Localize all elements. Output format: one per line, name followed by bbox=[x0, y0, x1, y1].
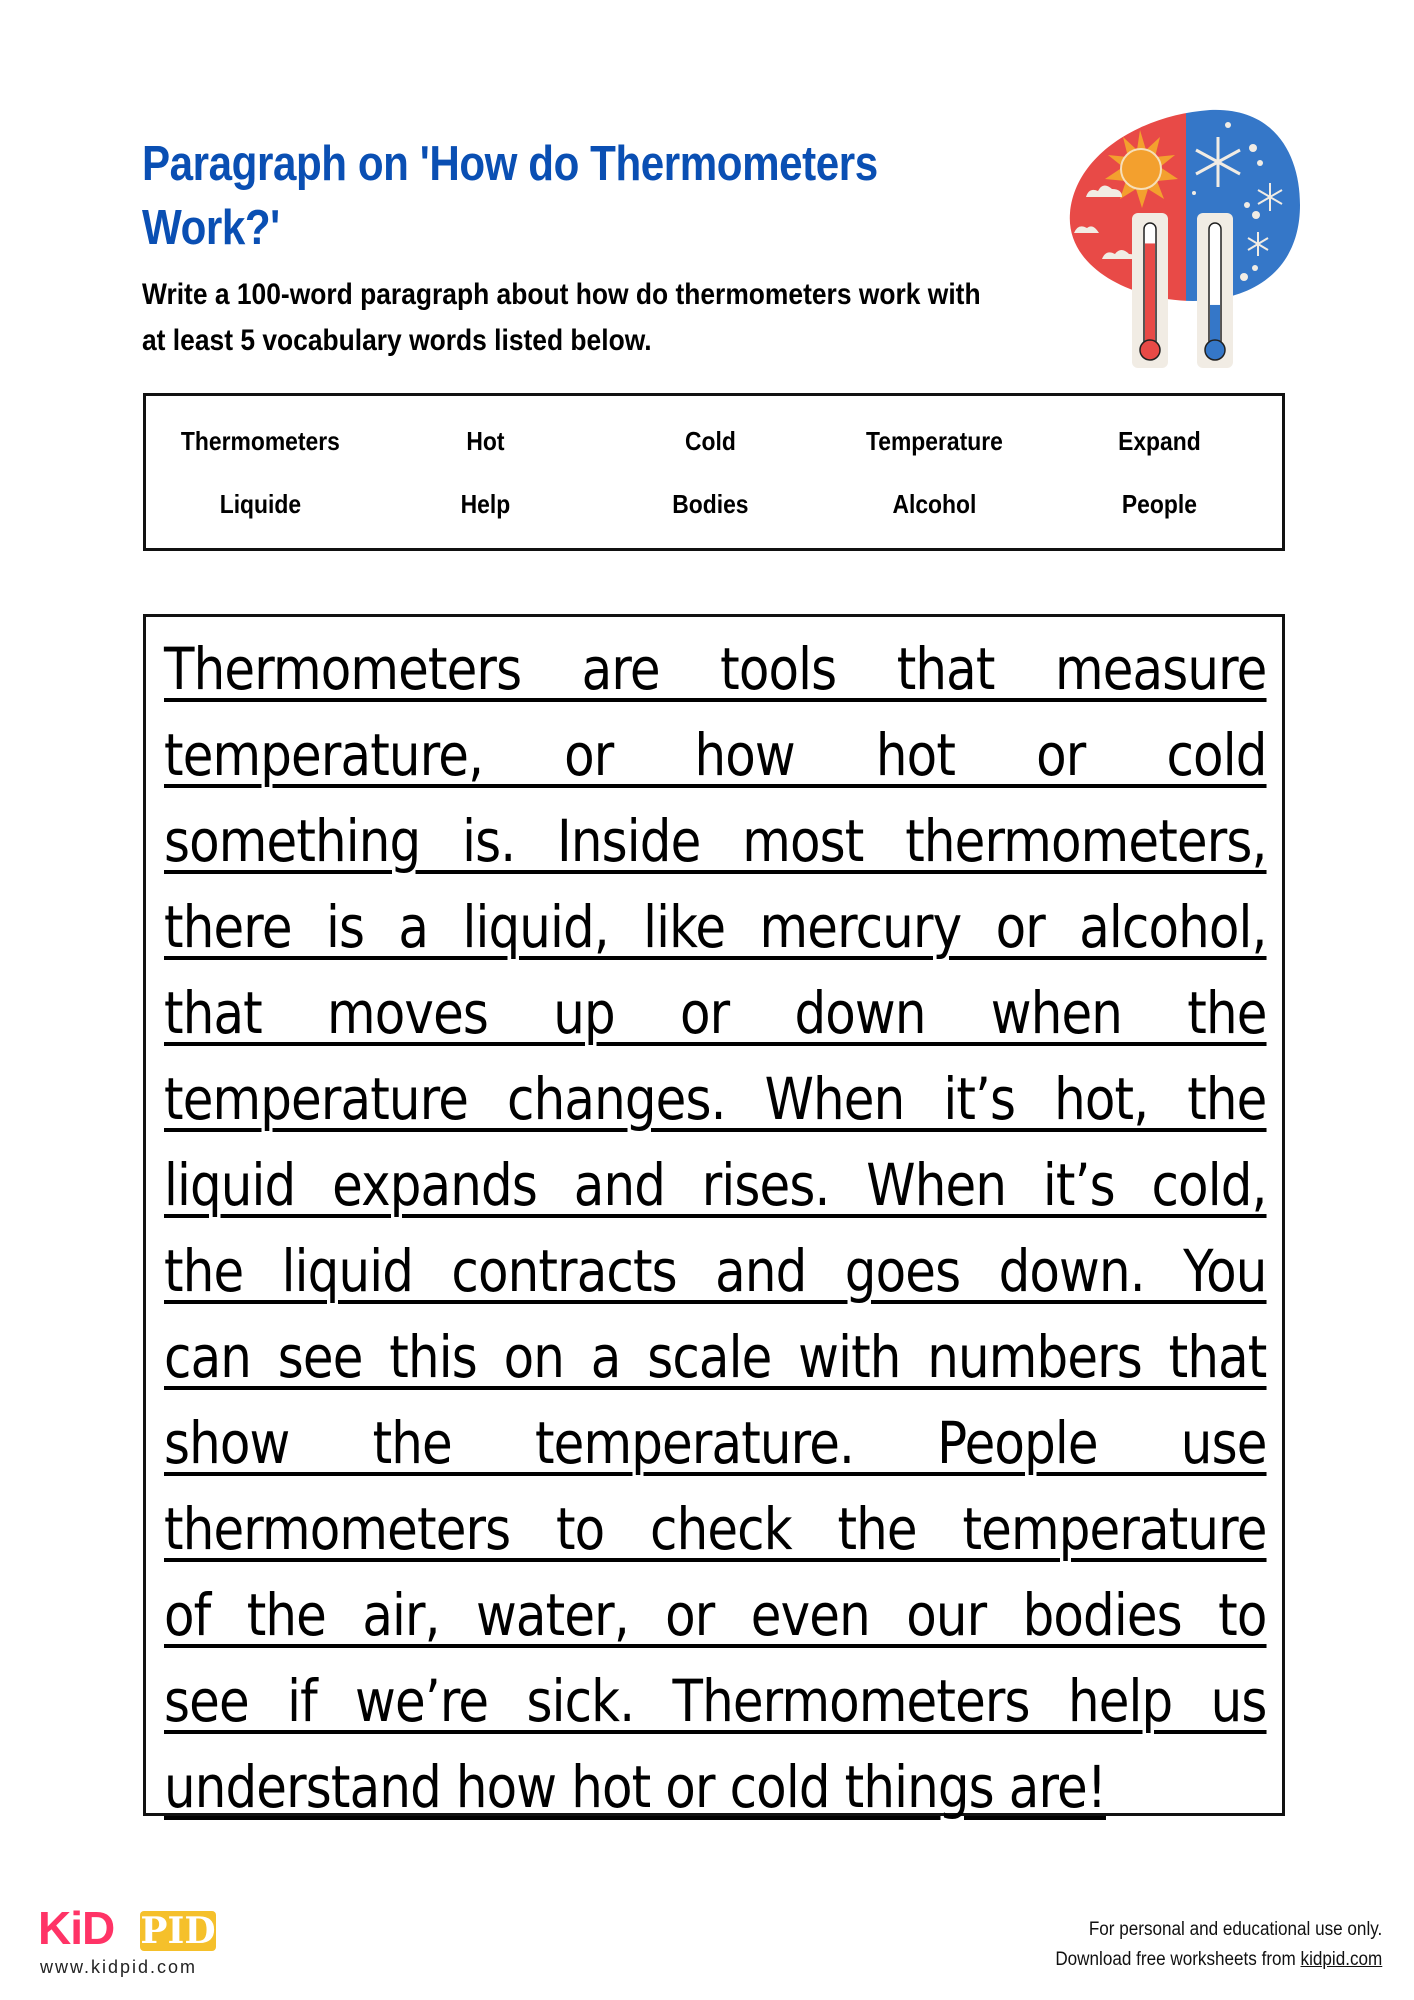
paragraph-line: temperature, or how hot or cold bbox=[164, 721, 1267, 789]
paragraph-line: understand how hot or cold things are! bbox=[164, 1753, 1106, 1821]
vocab-word: Cold bbox=[684, 426, 736, 456]
kidpid-logo[interactable] bbox=[38, 1902, 238, 1977]
paragraph-box bbox=[143, 614, 1285, 1821]
paragraph-line: Thermometers are tools that measure bbox=[164, 635, 1267, 703]
vocabulary-grid bbox=[146, 396, 1282, 536]
worksheet-instructions: Write a 100-word paragraph about how do thermometers work with at least 5 vocabulary words listed below. bbox=[142, 278, 981, 357]
hot-cold-thermometers-icon bbox=[1060, 95, 1320, 370]
vocab-word: Alcohol bbox=[892, 489, 977, 519]
footer-kidpid-link[interactable]: kidpid.com bbox=[1300, 1949, 1382, 1970]
paragraph-line: show the temperature. People use bbox=[164, 1409, 1267, 1477]
paragraph-line: thermometers to check the temperature bbox=[164, 1495, 1267, 1563]
paragraph-line: see if we’re sick. Thermometers help us bbox=[164, 1667, 1267, 1735]
footer-download-note bbox=[1055, 1945, 1382, 1975]
logo-pid-badge: PID bbox=[140, 1910, 216, 1952]
paragraph-line: the liquid contracts and goes down. You bbox=[164, 1237, 1267, 1305]
vocab-word: Temperature bbox=[866, 426, 1004, 456]
paragraph-text bbox=[164, 629, 1267, 1833]
footer-download-prefix: Download free worksheets from bbox=[1055, 1949, 1301, 1970]
hot-thermometer bbox=[1132, 213, 1168, 368]
vocab-word: Expand bbox=[1118, 426, 1201, 456]
vocab-word: Help bbox=[460, 489, 510, 519]
paragraph-line: can see this on a scale with numbers that bbox=[164, 1323, 1267, 1391]
vocab-word: Hot bbox=[466, 426, 505, 456]
vocab-word: Thermometers bbox=[180, 426, 340, 456]
vocab-word: People bbox=[1122, 489, 1198, 519]
paragraph-line: temperature changes. When it’s hot, the bbox=[164, 1065, 1267, 1133]
paragraph-line: liquid expands and rises. When it’s cold, bbox=[164, 1151, 1267, 1219]
logo-url[interactable]: www.kidpid.com bbox=[40, 1957, 198, 1977]
paragraph-line: that moves up or down when the bbox=[164, 979, 1267, 1047]
paragraph-line: of the air, water, or even our bodies to bbox=[164, 1581, 1267, 1649]
paragraph-line: there is a liquid, like mercury or alcohol, bbox=[164, 893, 1267, 961]
logo-kid-text: KiD bbox=[38, 1902, 115, 1954]
vocabulary-box bbox=[143, 393, 1285, 551]
footer-note bbox=[1055, 1915, 1382, 1975]
vocab-word: Liquide bbox=[219, 489, 302, 519]
paragraph-line: something is. Inside most thermometers, bbox=[164, 807, 1267, 875]
footer-usage-note: For personal and educational use only. bbox=[1088, 1919, 1382, 1940]
vocab-word: Bodies bbox=[671, 489, 749, 519]
worksheet-title: Paragraph on 'How do Thermometers Work?' bbox=[142, 137, 878, 255]
cold-thermometer bbox=[1197, 213, 1233, 368]
